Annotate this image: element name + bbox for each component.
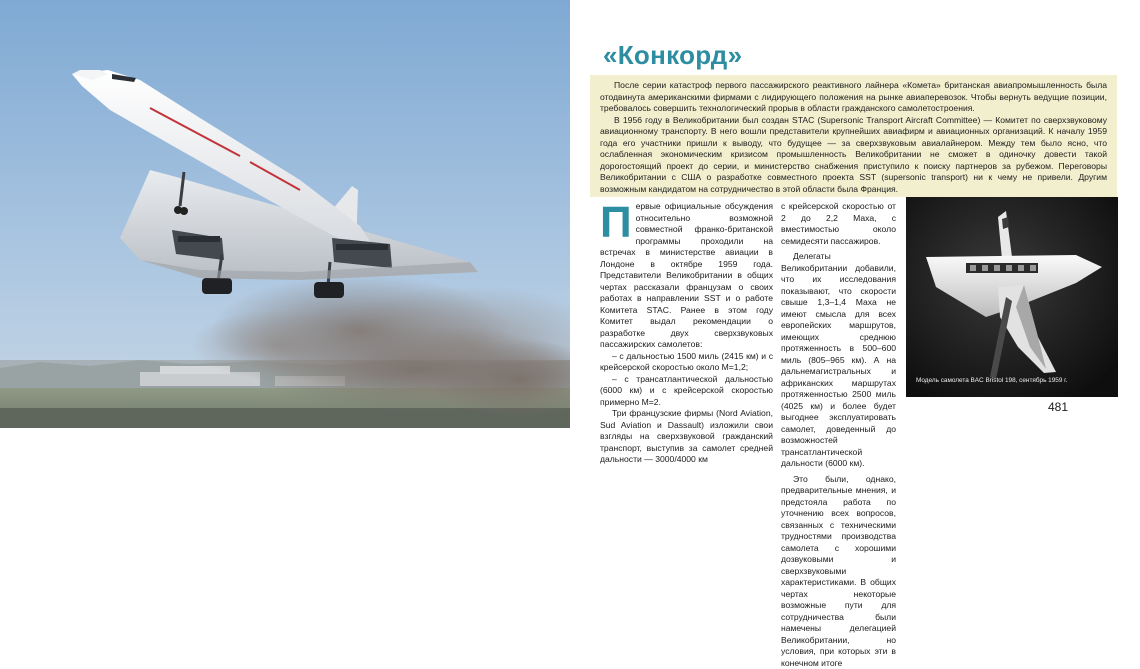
body-paragraph: – с трансатлантической дальностью (6000 км) и с крейсерской скоростью примерно М=2. — [600, 374, 773, 409]
text-page — [570, 0, 1140, 428]
body-paragraph: Три французские фирмы (Nord Aviation, Sud Aviation и Dassault) изложили свои взгляды на сверхзвуковой гражданский транспорт, выступив за самолет средней дальности — 3000/4000 км — [600, 408, 773, 466]
intro-paragraph-1: После серии катастроф первого пассажирского реактивного лайнера «Комета» британская авиапромышленность была отодвинута американскими фирмами с лидирующего положения на рынке авиаперевозок. Чтобы вернуть ведущие позиции, требовалось совершить технологический прорыв в области гражданского самолетостроения. — [600, 80, 1107, 115]
body-paragraph: с крейсерской скоростью от 2 до 2,2 Маха, с вместимостью около семидесяти пассажиров. — [781, 201, 896, 247]
intro-paragraph-2: В 1956 году в Великобритании был создан STAC (Supersonic Transport Aircraft Committee) — Комитет по сверхзвуковому авиационному транспорту. В него вошли представители крупнейших авиафирм и авиационных организаций. К началу 1959 года его участники пришли к выводу, что будущее — за сверхзвуковым авиалайнером. Между тем было ясно, что ослабленная экономическим кризисом промышленность Великобритании не сможет в одиночку довести такой дорогостоящий проект до серии, и министерство снабжения приступило к поиску партнеров за рубежом. Переговоры Великобритании с США о разработке совместного проекта SST (supersonic transport) ни к чему не привели. Другим возможным кандидатом на сотрудничество в этой области была Франция. — [600, 115, 1107, 196]
concorde-takeoff-photo — [0, 0, 570, 428]
model-photo — [906, 197, 1118, 397]
body-column-1 — [600, 201, 773, 413]
intro-box — [590, 75, 1117, 197]
body-paragraph: Это были, однако, предварительные мнения, и предстояла работа по уточнению всех вопросов, связанных с техническими трудностями производства самолета с хорошими дозвуковыми и сверхзвуковыми характеристиками. В общих чертах некоторые возможные пути для сотрудничества были намечены делегацией Великобритании, но условия, при которых эти в конечном итоге — [781, 474, 896, 669]
body-paragraph: Первые официальные обсуждения относительно возможной совместной франко-британской программы проходили на встречах в министерстве авиации в Лондоне в октябре 1959 года. Представители Великобритании в общих чертах рассказали французам о своих работах в направлении SST и о работе Комитета STAC. Ранее в этом году Комитет выдал рекомендации о разработке двух сверхзвуковых пассажирских самолетов: — [600, 201, 773, 351]
body-column-2 — [781, 201, 896, 413]
body-paragraph: Делегаты Великобритании добавили, что их исследования показывают, что скорости свыше 1,3–1,4 Маха не имеют смысла для всех европейских маршрутов, имеющих среднюю протяженность в 500–600 миль (805–965 км). А на дальнемагистральных и африканских маршрутах протяженностью 2500 миль (4025 км) и более будет выгоднее эксплуатировать самолет, доведенный до возможностей трансатлантической дальности (6000 км). — [781, 251, 896, 470]
page-number: 481 — [1048, 400, 1068, 414]
drop-cap: П — [600, 201, 632, 243]
photo-caption: Модель самолета BAC Bristol 198, сентябрь 1959 г. — [916, 377, 1068, 384]
article-title: «Конкорд» — [603, 40, 742, 71]
body-paragraph: – с дальностью 1500 миль (2415 км) и с крейсерской скоростью около М=1,2; — [600, 351, 773, 374]
